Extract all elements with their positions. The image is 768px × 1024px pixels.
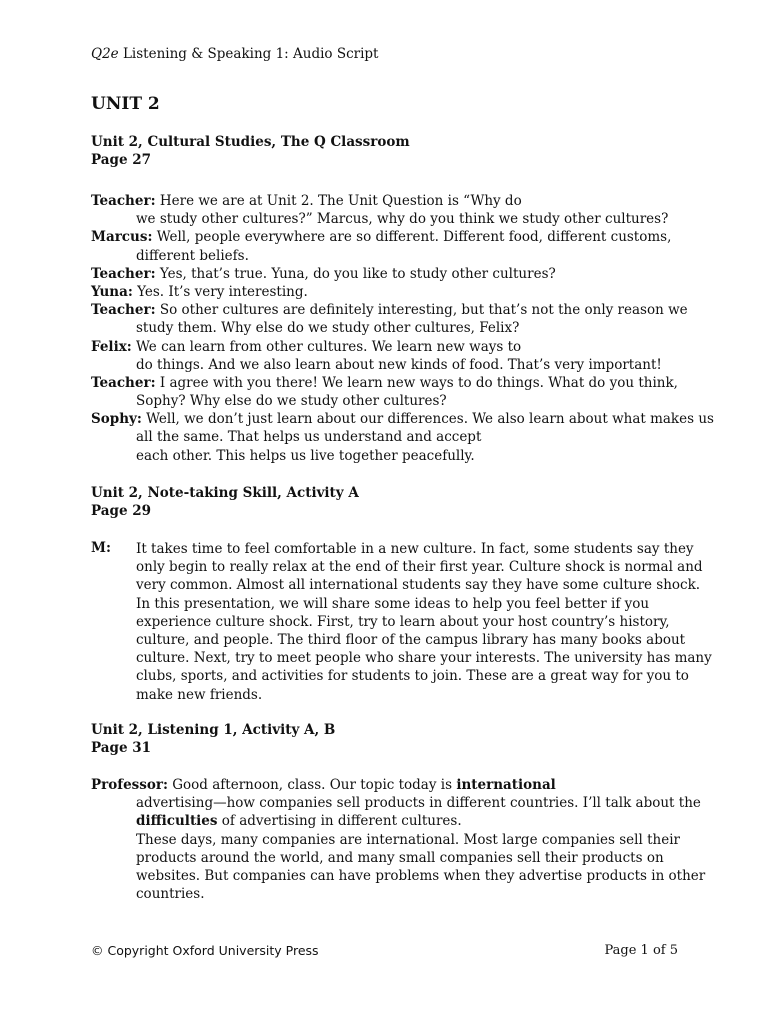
dialogue-line xyxy=(91,356,691,374)
lecture-line xyxy=(91,776,691,794)
lecture-text: Good afternoon, class. Our topic today is xyxy=(167,777,457,793)
classroom-dialogue xyxy=(91,192,714,465)
dialogue-text: study them. Why else do we study other cultures, Felix? xyxy=(136,320,520,337)
speaker-label: Sophy: xyxy=(91,411,142,428)
dialogue-text: We can learn from other cultures. We learn new ways to xyxy=(131,338,522,355)
dialogue-line xyxy=(91,301,691,319)
dialogue-line xyxy=(91,247,691,265)
lecture-line: products around the world, and many small companies sell their products on xyxy=(136,849,664,866)
header-title: Listening & Speaking 1: Audio Script xyxy=(118,46,379,62)
dialogue-line xyxy=(91,319,691,337)
keyword: difficulties xyxy=(136,813,218,830)
passage-line: very common. Almost all international students say they have some culture shock. xyxy=(136,577,701,594)
running-header xyxy=(91,46,378,62)
dialogue-text: each other. This helps us live together peacefully. xyxy=(136,447,475,464)
dialogue-text: Sophy? Why else do we study other cultures? xyxy=(136,393,447,410)
passage-line: It takes time to feel comfortable in a new culture. In fact, some students say they xyxy=(136,541,694,557)
lecture-line: websites. But companies can have problems when they advertise products in other xyxy=(136,867,706,884)
lecture-line: countries. xyxy=(136,886,205,903)
note-taking-passage xyxy=(136,540,712,704)
speaker-label: Teacher: xyxy=(91,265,156,282)
lecture-line: advertising—how companies sell products in different countries. I’ll talk about the xyxy=(136,795,701,812)
dialogue-text: do things. And we also learn about new kinds of food. That’s very important! xyxy=(136,356,662,373)
dialogue-text: Well, we don’t just learn about our differences. We also learn about what makes us xyxy=(141,411,714,428)
lecture-text: of advertising in different cultures. xyxy=(217,813,462,830)
section-title: Unit 2, Note-taking Skill, Activity A xyxy=(91,485,359,501)
speaker-label: Teacher: xyxy=(91,374,156,391)
dialogue-text: Yes. It’s very interesting. xyxy=(132,283,308,300)
header-series-name: Q2e xyxy=(91,46,119,62)
dialogue-line xyxy=(91,265,691,283)
passage-line: make new friends. xyxy=(136,686,263,703)
unit-title: UNIT 2 xyxy=(91,94,160,114)
section-heading-classroom xyxy=(91,133,410,169)
footer-copyright: © Copyright Oxford University Press xyxy=(91,943,319,958)
passage-line: In this presentation, we will share some ideas to help you feel better if you xyxy=(136,595,650,612)
section-page: Page 27 xyxy=(91,152,152,168)
dialogue-text: Here we are at Unit 2. The Unit Question is “Why do xyxy=(155,193,522,209)
speaker-label: Yuna: xyxy=(91,283,133,300)
dialogue-text: Yes, that’s true. Yuna, do you like to study other cultures? xyxy=(155,265,556,282)
speaker-label: Teacher: xyxy=(91,302,156,319)
dialogue-line xyxy=(91,447,691,465)
dialogue-line xyxy=(91,210,691,228)
passage-line: clubs, sports, and activities for students to join. These are a great way for you to xyxy=(136,668,689,685)
section-page: Page 29 xyxy=(91,503,152,519)
passage-line: culture, and people. The third floor of the campus library has many books about xyxy=(136,631,686,648)
keyword: international xyxy=(456,777,556,793)
dialogue-text: we study other cultures?” Marcus, why do you think we study other cultures? xyxy=(136,211,669,228)
section-title: Unit 2, Cultural Studies, The Q Classroom xyxy=(91,134,410,150)
dialogue-line xyxy=(91,192,691,210)
dialogue-text: Well, people everywhere are so different. Different food, different customs, xyxy=(152,229,672,246)
dialogue-text: So other cultures are definitely interesting, but that’s not the only reason we xyxy=(155,302,688,319)
dialogue-text: all the same. That helps us understand and accept xyxy=(136,429,482,446)
footer-page-number: Page 1 of 5 xyxy=(604,943,678,958)
dialogue-text: different beliefs. xyxy=(136,247,249,264)
dialogue-line xyxy=(91,428,691,446)
dialogue-text: I agree with you there! We learn new ways to do things. What do you think, xyxy=(155,374,678,391)
speaker-label: Felix: xyxy=(91,338,132,355)
speaker-label: Teacher: xyxy=(91,193,156,209)
dialogue-line xyxy=(91,392,691,410)
speaker-label: Professor: xyxy=(91,777,168,793)
speaker-label: M: xyxy=(91,540,111,556)
speaker-label: Marcus: xyxy=(91,229,153,246)
dialogue-line xyxy=(91,374,691,392)
section-heading-listening xyxy=(91,721,335,757)
professor-lecture xyxy=(91,776,706,903)
section-title: Unit 2, Listening 1, Activity A, B xyxy=(91,722,336,738)
lecture-line: These days, many companies are international. Most large companies sell their xyxy=(136,831,680,848)
passage-line: only begin to really relax at the end of their first year. Culture shock is normal and xyxy=(136,559,703,576)
section-heading-note-taking xyxy=(91,484,359,520)
dialogue-line xyxy=(91,338,691,356)
lecture-line xyxy=(91,812,691,830)
passage-line: experience culture shock. First, try to learn about your host country’s history, xyxy=(136,613,670,630)
passage-line: culture. Next, try to meet people who share your interests. The university has many xyxy=(136,650,712,667)
dialogue-line xyxy=(91,410,714,428)
dialogue-line xyxy=(91,283,691,301)
dialogue-line xyxy=(91,228,691,246)
section-page: Page 31 xyxy=(91,740,152,756)
